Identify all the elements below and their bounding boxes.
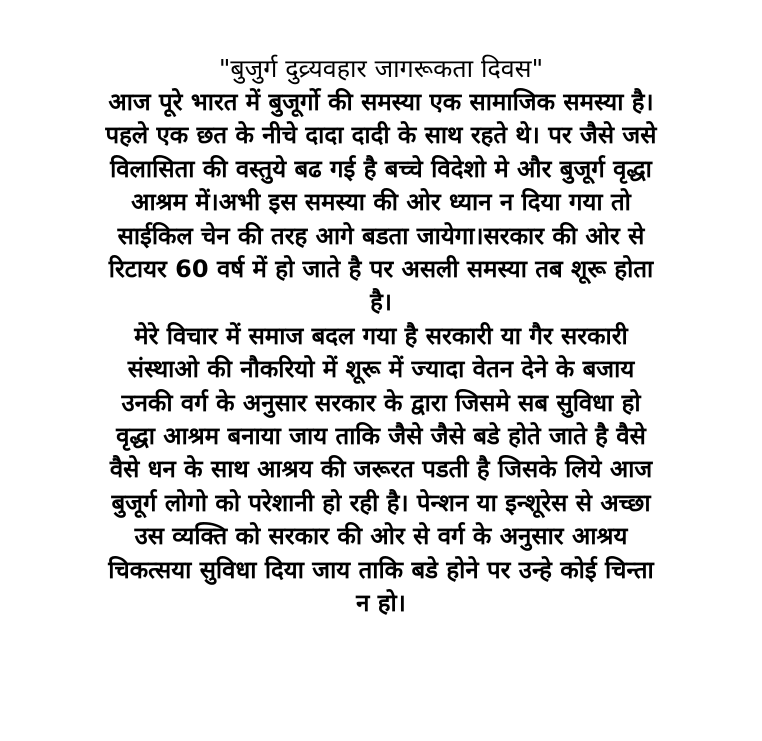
- text-line: साईकिल चेन की तरह आगे बडता जायेगा।सरकार की ओर से: [117, 221, 645, 250]
- text-line: वैसे धन के साथ आश्रय की जरूरत पडती है जिसके लिये आज: [109, 455, 653, 484]
- text-line: पहले एक छत के नीचे दादा दादी के साथ रहते थे। पर जैसे जसे: [105, 121, 657, 150]
- text-line: उनकी वर्ग के अनुसार सरकार के द्वारा जिसमे सब सुविधा हो: [121, 388, 641, 417]
- paragraph-1: [0, 86, 762, 320]
- text-line: आश्रम में।अभी इस समस्या की ओर ध्यान न दिया गया तो: [131, 188, 631, 217]
- text-line: चिकत्सया सुविधा दिया जाय ताकि बडे होने पर उन्हे कोई चिन्ता: [108, 555, 654, 584]
- text-line: विलासिता की वस्तुये बढ गई है बच्चे विदेशो मे और बुजूर्ग वृद्धा: [110, 154, 652, 183]
- text-line: आज पूरे भारत में बुजूर्गो की समस्या एक सामाजिक समस्या है।: [108, 88, 654, 116]
- text-line: है।: [370, 288, 392, 317]
- paragraph-2: [0, 320, 762, 621]
- text-line: वृद्धा आश्रम बनाया जाय ताकि जैसे जैसे बडे होते जाते है वैसे: [116, 422, 646, 451]
- text-line: संस्थाओ की नौकरियो में शूरू में ज्यादा वेतन देने के बजाय: [127, 355, 635, 384]
- text-line: न हो।: [356, 589, 406, 618]
- text-line: रिटायर 60 वर्ष में हो जाते है पर असली समस्या तब शूरू होता: [108, 255, 654, 284]
- document-title: "बुजुर्ग दुव्र्यवहार जागरूकता दिवस": [218, 54, 544, 83]
- text-line: बुजूर्ग लोगो को परेशानी हो रही है। पेन्शन या इन्शूरेस से अच्छा: [111, 488, 651, 517]
- text-line: उस व्यक्ति को सरकार की ओर से वर्ग के अनुसार आश्रय: [134, 522, 628, 551]
- text-line: मेरे विचार में समाज बदल गया है सरकारी या गैर सरकारी: [134, 321, 628, 350]
